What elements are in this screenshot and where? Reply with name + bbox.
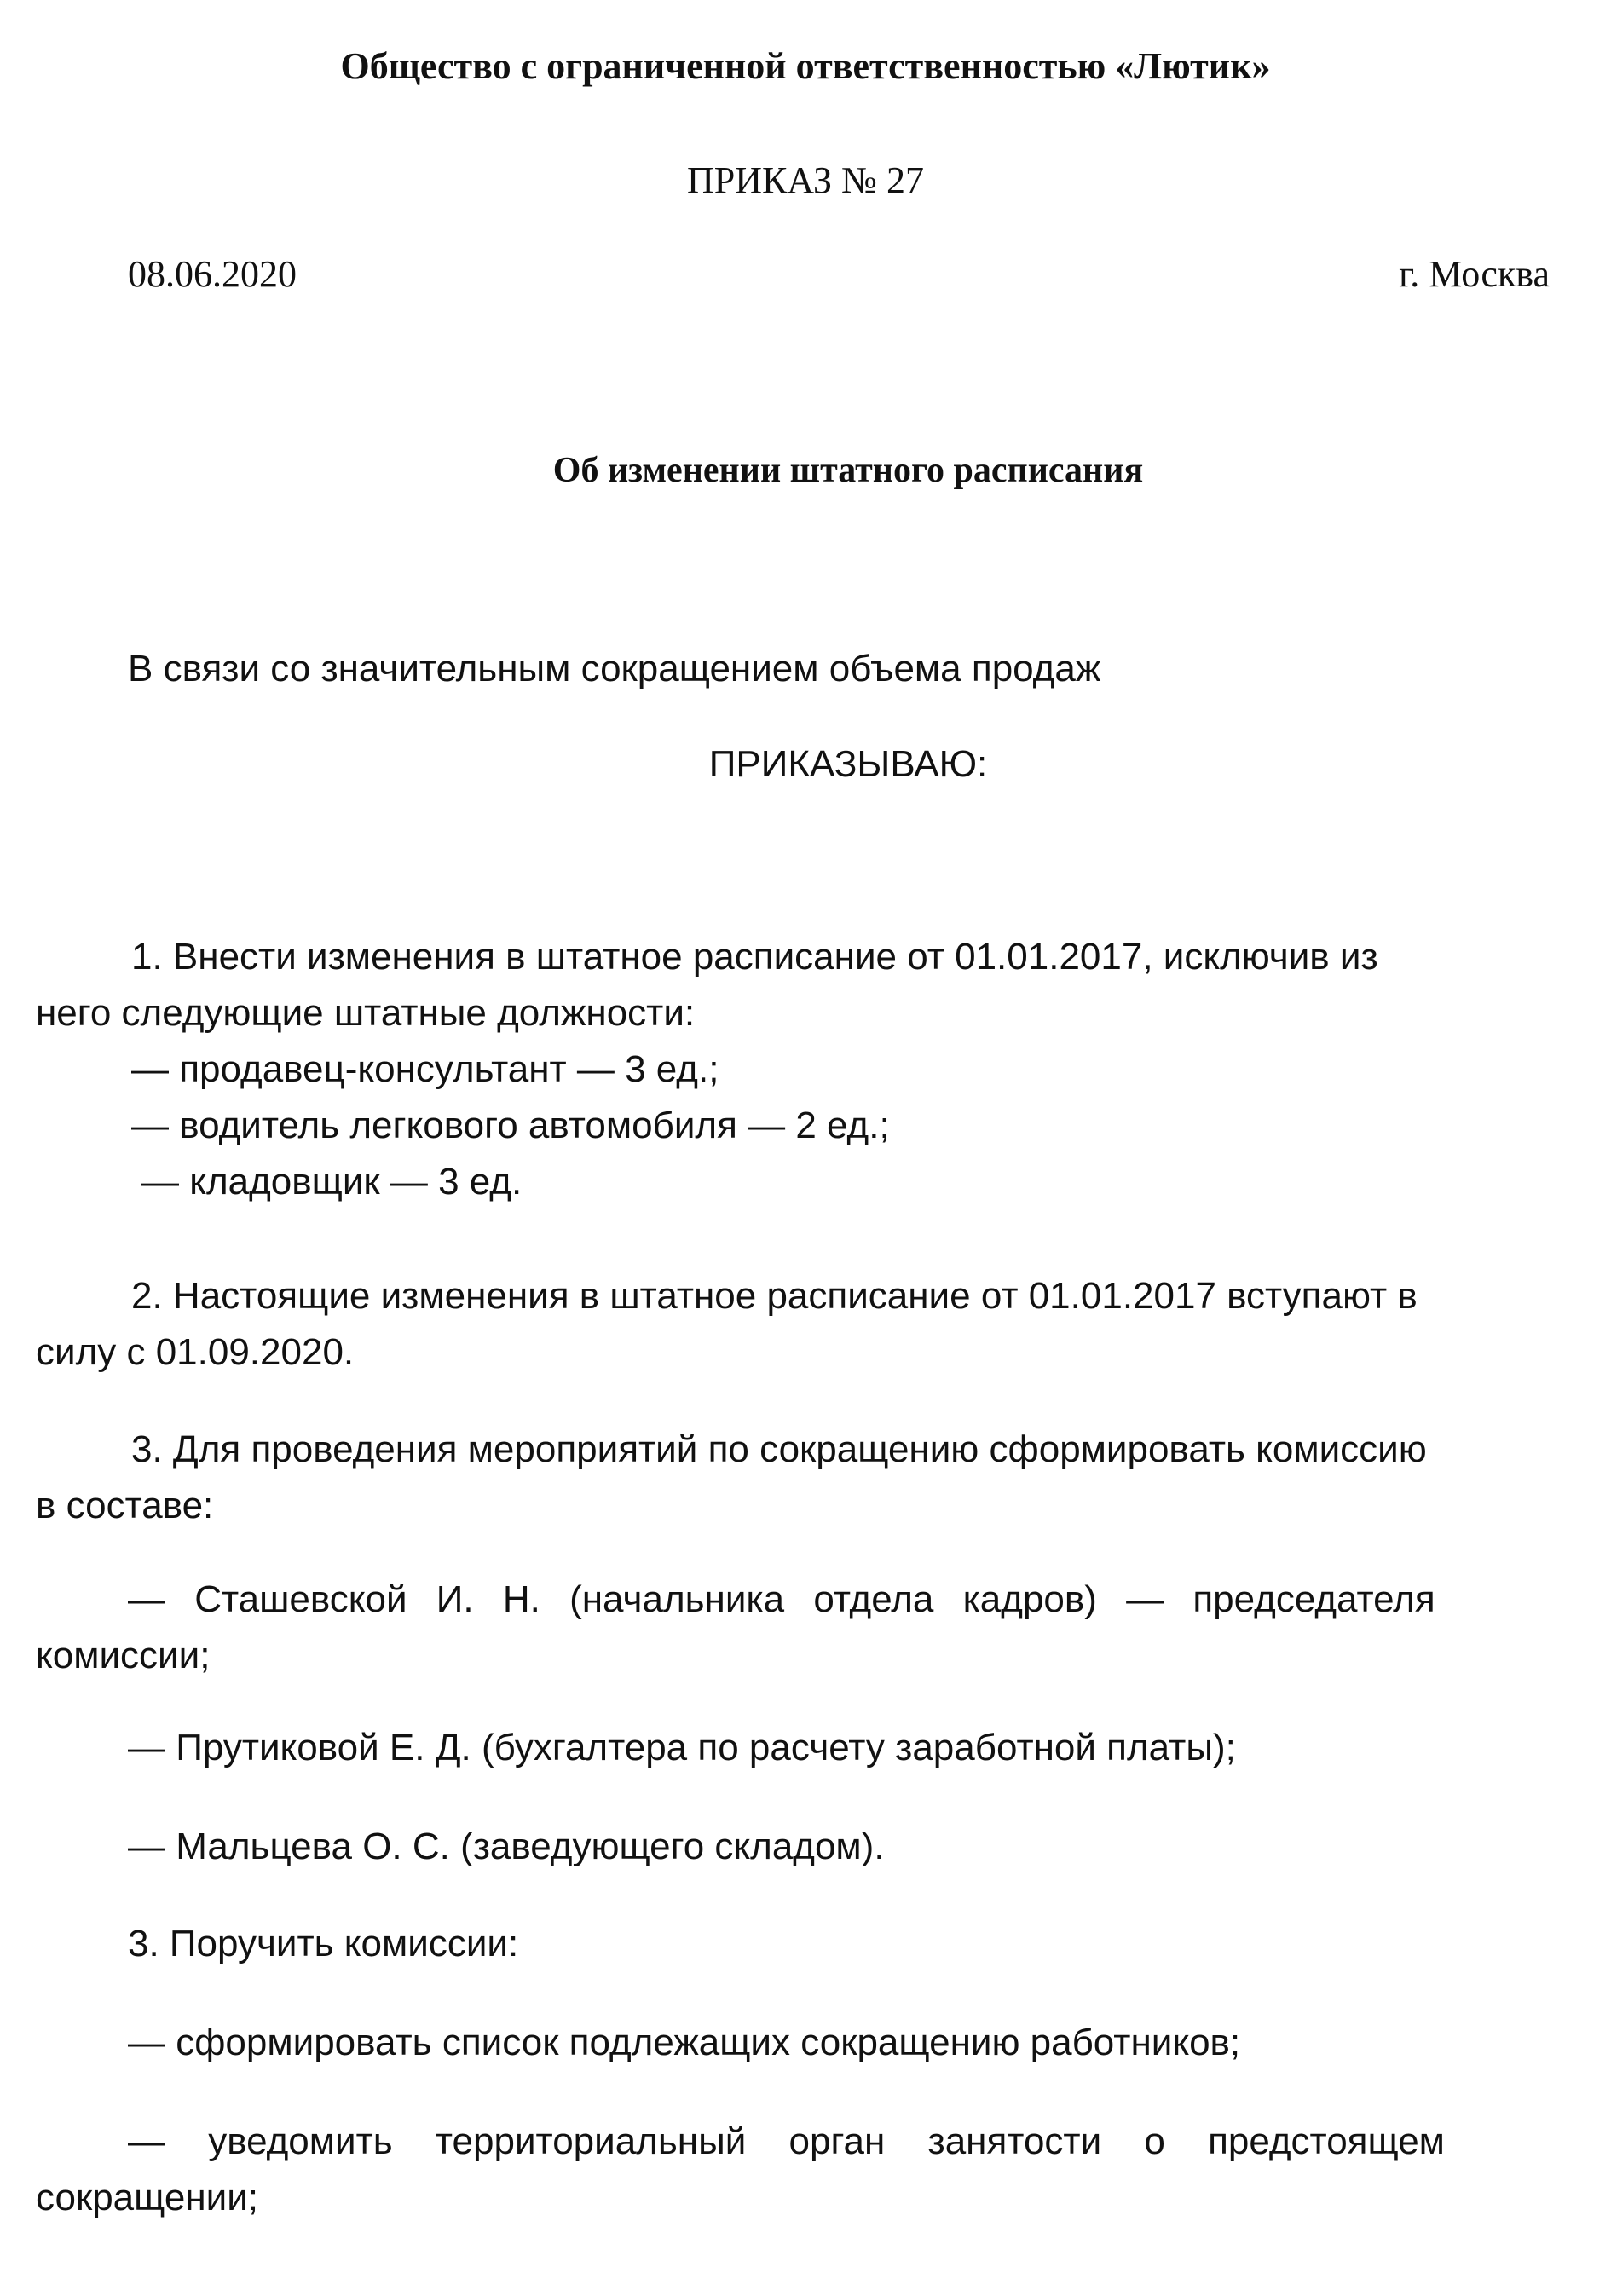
task-2-line-2: сокращении; (36, 2177, 259, 2218)
order-subject: Об изменении штатного расписания (552, 451, 1144, 490)
member-1-line-2: комиссии; (36, 1635, 211, 1676)
item-2 (36, 1268, 1570, 1381)
task-1: — сформировать список подлежащих сокращению работников; (128, 2022, 1241, 2063)
position-item: — продавец-консультант — 3 ед.; (131, 1048, 719, 1090)
organization-name: Общество с ограниченной ответственностью «Лютик» (340, 45, 1271, 87)
preamble: В связи со значительным сокращением объема продаж (128, 648, 1101, 689)
commission-member-3: — Мальцева О. С. (заведующего складом). (128, 1826, 885, 1867)
item-3 (36, 1422, 1570, 1534)
item-3-line-2: в составе: (36, 1485, 214, 1526)
task-2-line-1: — уведомить территориальный орган занятости о предстоящем (128, 2120, 1445, 2162)
order-city: г. Москва (1399, 253, 1550, 295)
member-1-line-1: — Сташевской И. Н. (начальника отдела кадров) — председателя (128, 1578, 1435, 1620)
order-date: 08.06.2020 (128, 253, 297, 295)
item-2-line-1: 2. Настоящие изменения в штатное расписание от 01.01.2017 вступают в (131, 1275, 1418, 1317)
commission-member-1 (36, 1572, 1570, 1684)
item-3-line-1: 3. Для проведения мероприятий по сокращению сформировать комиссию (131, 1428, 1427, 1470)
commission-member-2: — Прутиковой Е. Д. (бухгалтера по расчету заработной платы); (128, 1727, 1236, 1768)
position-item: — кладовщик — 3 ед. (141, 1161, 523, 1203)
item-1-line-2: него следующие штатные должности: (36, 992, 696, 1034)
item-1-line-1: 1. Внести изменения в штатное расписание от 01.01.2017, исключив из (131, 936, 1378, 978)
position-item: — водитель легкового автомобиля — 2 ед.; (131, 1105, 890, 1146)
item-2-line-2: силу с 01.09.2020. (36, 1331, 355, 1373)
order-number: ПРИКАЗ № 27 (686, 159, 925, 201)
order-word: ПРИКАЗЫВАЮ: (708, 743, 988, 785)
item-1 (36, 929, 1570, 1210)
item-4-title: 3. Поручить комиссии: (128, 1923, 519, 1964)
task-2 (36, 2114, 1570, 2226)
